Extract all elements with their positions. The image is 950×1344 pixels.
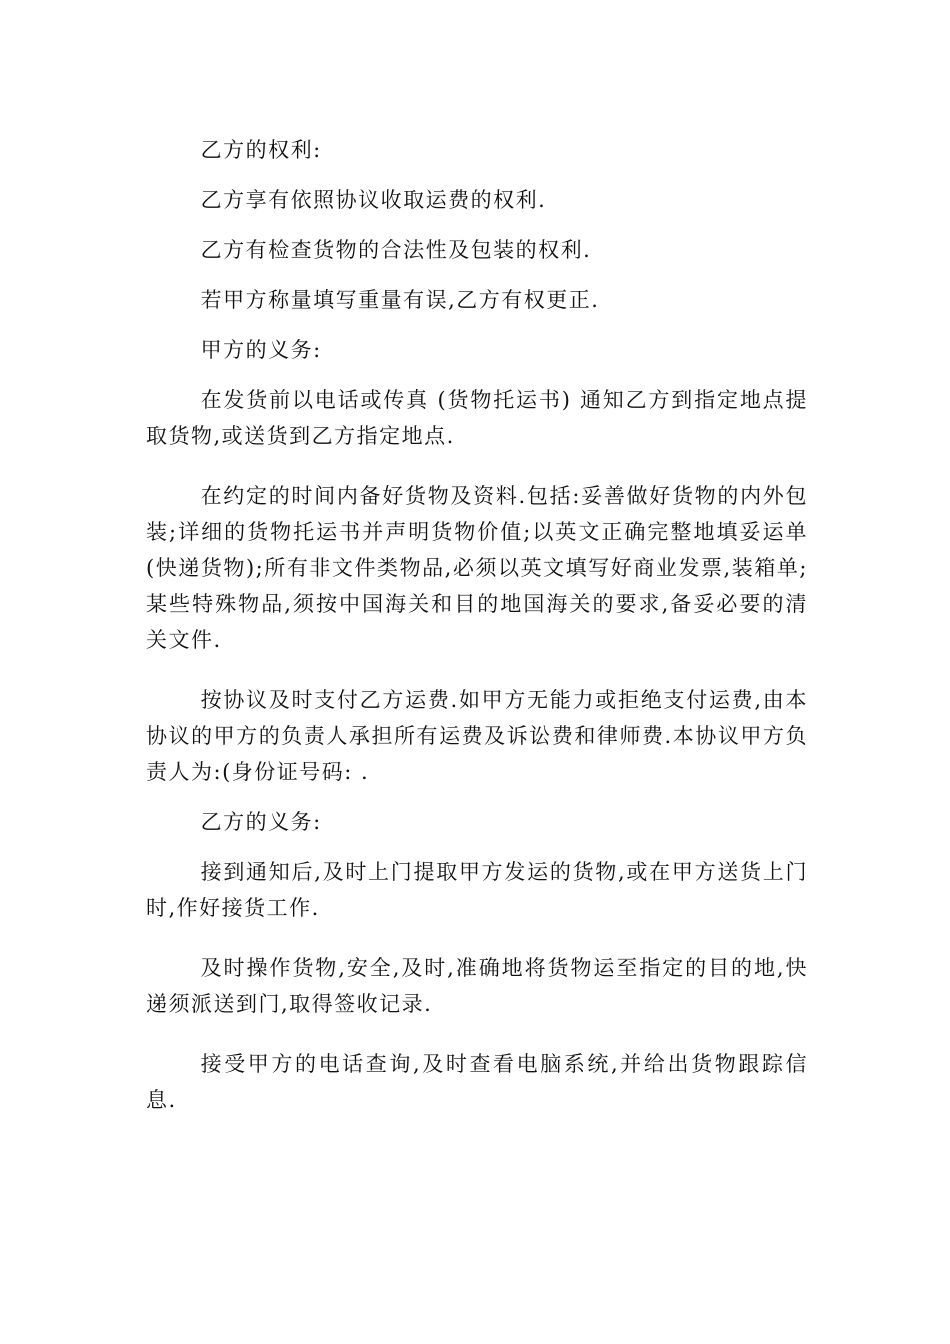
paragraph: 乙方享有依照协议收取运费的权利.	[200, 188, 547, 212]
paragraph: 在约定的时间内备好货物及资料.包括:妥善做好货物的内外包装;详细的货物托运书并声明货物价值;以英文正确完整地填妥运单(快递货物);所有非文件类物品,必须以英文填写好商业发票,装箱单;某些特殊物品,须按中国海关和目的地国海关的要求,备妥必要的清关文件.	[146, 484, 808, 652]
document-body	[146, 132, 808, 1132]
paragraph: 乙方有检查货物的合法性及包装的权利.	[200, 238, 592, 262]
paragraph: 若甲方称量填写重量有误,乙方有权更正.	[200, 288, 600, 312]
paragraph: 及时操作货物,安全,及时,准确地将货物运至指定的目的地,快递须派送到门,取得签收记录.	[146, 956, 808, 1016]
section-heading-party-b-obligations: 乙方的义务:	[200, 810, 322, 834]
paragraph: 按协议及时支付乙方运费.如甲方无能力或拒绝支付运费,由本协议的甲方的负责人承担所有运费及诉讼费和律师费.本协议甲方负责人为:(身份证号码: .	[146, 688, 808, 784]
paragraph: 在发货前以电话或传真 (货物托运书) 通知乙方到指定地点提取货物,或送货到乙方指定地点.	[146, 388, 808, 448]
section-heading-party-a-obligations: 甲方的义务:	[200, 338, 322, 362]
paragraph: 接到通知后,及时上门提取甲方发运的货物,或在甲方送货上门时,作好接货工作.	[146, 860, 808, 920]
section-heading-party-b-rights: 乙方的权利:	[200, 138, 322, 162]
paragraph: 接受甲方的电话查询,及时查看电脑系统,并给出货物跟踪信息.	[146, 1052, 808, 1112]
